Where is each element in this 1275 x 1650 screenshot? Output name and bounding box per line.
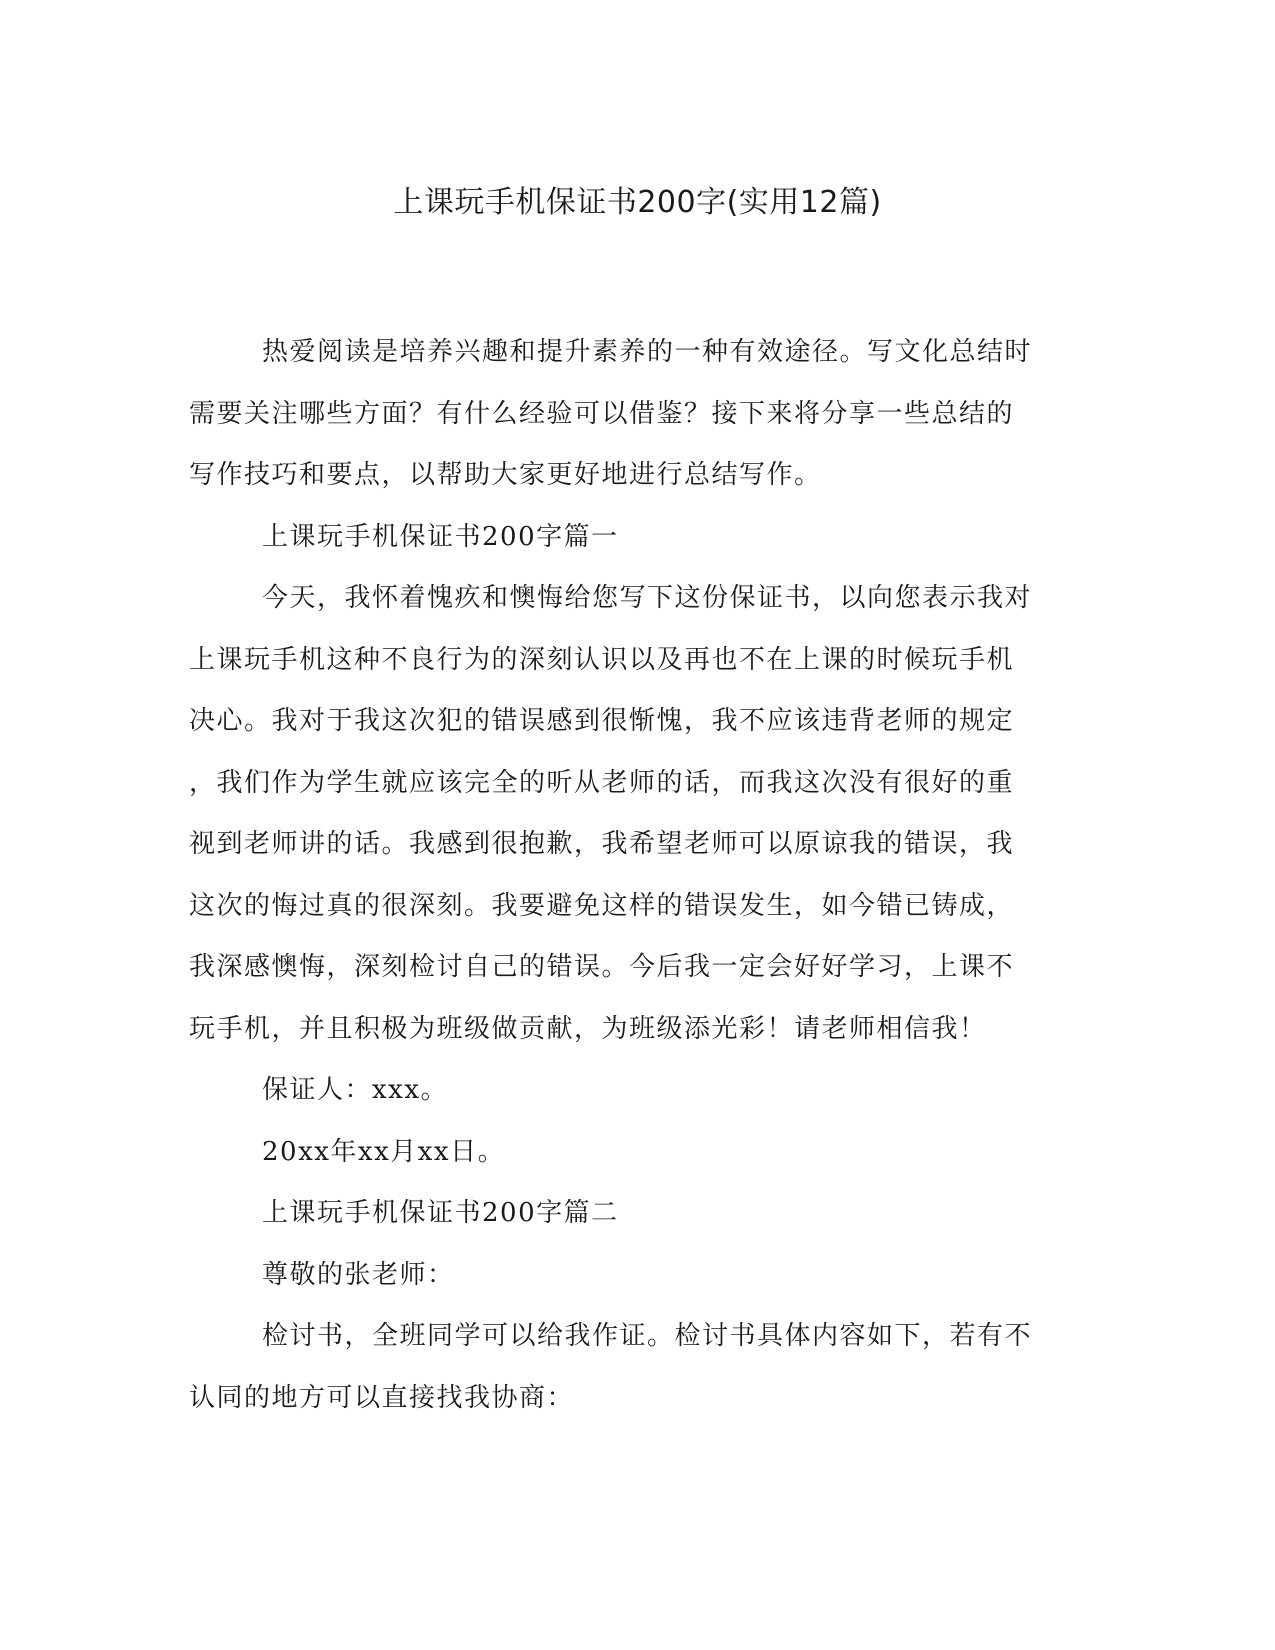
section-heading: 上课玩手机保证书200字篇二 bbox=[262, 1198, 619, 1228]
text-line: 检讨书，全班同学可以给我作证。检讨书具体内容如下，若有不 bbox=[262, 1321, 1033, 1351]
text-line: 写作技巧和要点，以帮助大家更好地进行总结写作。 bbox=[189, 460, 822, 490]
text-line: ，我们作为学生就应该完全的听从老师的话，而我这次没有很好的重 bbox=[189, 767, 1015, 798]
text-line: 热爱阅读是培养兴趣和提升素养的一种有效途径。写文化总结时 bbox=[262, 337, 1033, 367]
text-line: 上课玩手机这种不良行为的深刻认识以及再也不在上课的时候玩手机 bbox=[189, 644, 1015, 675]
text-line: 视到老师讲的话。我感到很抱歉，我希望老师可以原谅我的错误，我 bbox=[189, 829, 1015, 859]
salutation-line: 尊敬的张老师： bbox=[262, 1259, 455, 1290]
text-line: 认同的地方可以直接找我协商： bbox=[189, 1382, 575, 1413]
text-line: 决心。我对于我这次犯的错误感到很惭愧，我不应该违背老师的规定 bbox=[189, 706, 1015, 736]
text-line: 这次的悔过真的很深刻。我要避免这样的错误发生，如今错已铸成， bbox=[189, 890, 1015, 921]
text-line: 需要关注哪些方面？有什么经验可以借鉴？接下来将分享一些总结的 bbox=[189, 398, 1015, 429]
text-line: 今天，我怀着愧疚和懊悔给您写下这份保证书，以向您表示我对 bbox=[262, 583, 1033, 613]
section-heading: 上课玩手机保证书200字篇一 bbox=[262, 521, 619, 552]
document-body bbox=[189, 322, 1069, 1429]
signature-line: 保证人：xxx。 bbox=[262, 1075, 448, 1105]
text-line: 玩手机，并且积极为班级做贡献，为班级添光彩！请老师相信我！ bbox=[189, 1013, 987, 1044]
document-title: 上课玩手机保证书200字(实用12篇) bbox=[393, 185, 882, 220]
text-line: 我深感懊悔，深刻检讨自己的错误。今后我一定会好好学习，上课不 bbox=[189, 952, 1015, 982]
date-line: 20xx年xx月xx日。 bbox=[262, 1136, 506, 1167]
